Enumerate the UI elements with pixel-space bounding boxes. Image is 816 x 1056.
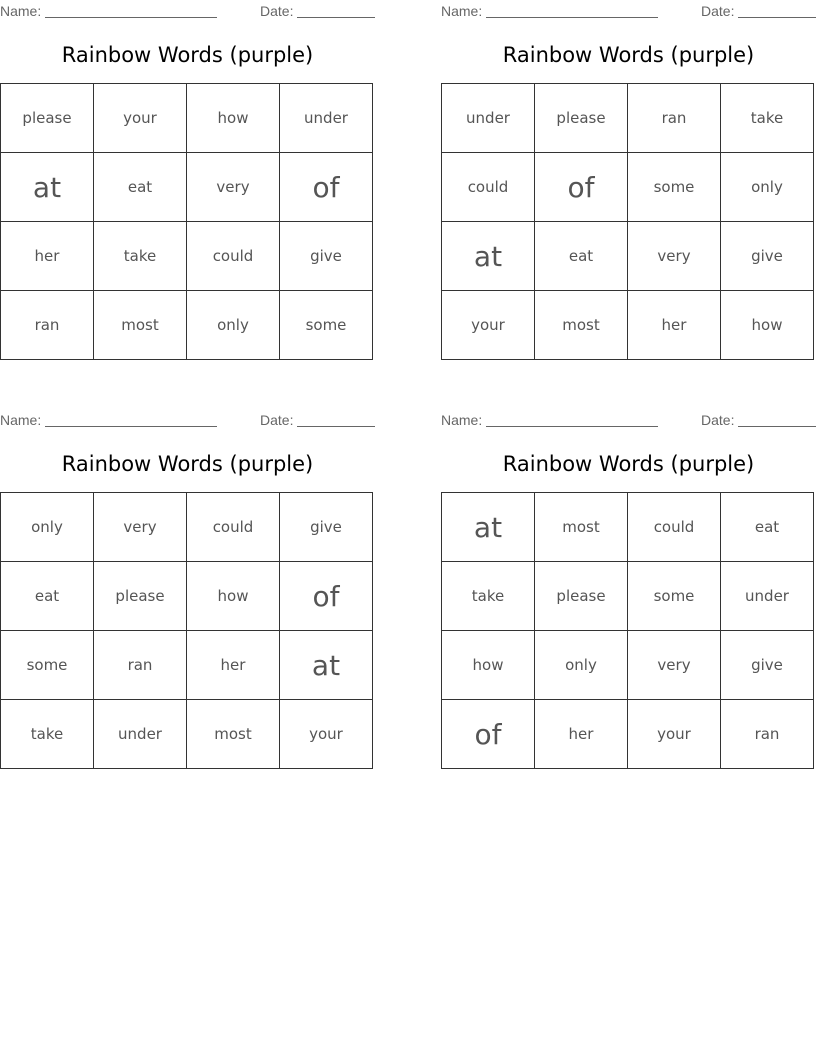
word-cell: your bbox=[442, 291, 535, 360]
word-cell: most bbox=[94, 291, 187, 360]
bingo-card-1 bbox=[0, 0, 375, 365]
word-cell: your bbox=[628, 700, 721, 769]
word-cell: your bbox=[94, 84, 187, 153]
word-cell: very bbox=[187, 153, 280, 222]
word-cell: could bbox=[442, 153, 535, 222]
grid-row bbox=[1, 700, 373, 769]
word-cell: her bbox=[628, 291, 721, 360]
word-cell: her bbox=[535, 700, 628, 769]
word-cell: please bbox=[535, 84, 628, 153]
word-cell: only bbox=[1, 493, 94, 562]
word-cell: under bbox=[721, 562, 814, 631]
word-cell: give bbox=[721, 631, 814, 700]
card-header bbox=[0, 3, 375, 19]
date-blank-line bbox=[297, 426, 375, 427]
word-cell: most bbox=[187, 700, 280, 769]
grid-row bbox=[442, 291, 814, 360]
bingo-card-4 bbox=[441, 409, 816, 774]
word-cell: give bbox=[280, 493, 373, 562]
word-grid bbox=[441, 492, 814, 769]
word-cell: her bbox=[1, 222, 94, 291]
date-blank-line bbox=[738, 426, 816, 427]
grid-row bbox=[1, 153, 373, 222]
word-cell: at bbox=[442, 493, 535, 562]
word-cell: how bbox=[721, 291, 814, 360]
date-label: Date: bbox=[260, 3, 294, 19]
word-cell: most bbox=[535, 291, 628, 360]
word-cell: how bbox=[442, 631, 535, 700]
grid-row bbox=[442, 700, 814, 769]
date-label: Date: bbox=[260, 412, 294, 428]
grid-row bbox=[1, 493, 373, 562]
word-cell: could bbox=[187, 222, 280, 291]
word-cell: only bbox=[535, 631, 628, 700]
word-cell: eat bbox=[535, 222, 628, 291]
word-cell: of bbox=[280, 153, 373, 222]
grid-row bbox=[1, 84, 373, 153]
word-cell: please bbox=[94, 562, 187, 631]
grid-row bbox=[442, 562, 814, 631]
word-cell: take bbox=[94, 222, 187, 291]
grid-row bbox=[1, 562, 373, 631]
word-cell: eat bbox=[721, 493, 814, 562]
name-blank-line bbox=[486, 17, 658, 18]
word-cell: how bbox=[187, 84, 280, 153]
card-header bbox=[441, 412, 816, 428]
word-cell: very bbox=[628, 222, 721, 291]
grid-row bbox=[1, 291, 373, 360]
name-label: Name: bbox=[0, 3, 42, 19]
word-cell: your bbox=[280, 700, 373, 769]
word-cell: ran bbox=[94, 631, 187, 700]
word-cell: take bbox=[442, 562, 535, 631]
word-cell: most bbox=[535, 493, 628, 562]
name-blank-line bbox=[45, 17, 217, 18]
word-cell: could bbox=[187, 493, 280, 562]
word-cell: some bbox=[628, 562, 721, 631]
card-title: Rainbow Words (purple) bbox=[61, 452, 314, 476]
word-cell: of bbox=[535, 153, 628, 222]
word-cell: some bbox=[628, 153, 721, 222]
word-cell: only bbox=[721, 153, 814, 222]
name-label: Name: bbox=[441, 412, 483, 428]
word-cell: under bbox=[442, 84, 535, 153]
grid-row bbox=[1, 631, 373, 700]
word-grid bbox=[0, 492, 373, 769]
date-blank-line bbox=[297, 17, 375, 18]
word-cell: how bbox=[187, 562, 280, 631]
word-grid bbox=[0, 83, 373, 360]
word-cell: of bbox=[442, 700, 535, 769]
date-label: Date: bbox=[701, 412, 735, 428]
name-label: Name: bbox=[0, 412, 42, 428]
word-cell: very bbox=[628, 631, 721, 700]
date-blank-line bbox=[738, 17, 816, 18]
word-cell: at bbox=[1, 153, 94, 222]
bingo-card-3 bbox=[0, 409, 375, 774]
word-cell: take bbox=[721, 84, 814, 153]
grid-row bbox=[442, 222, 814, 291]
word-cell: under bbox=[280, 84, 373, 153]
grid-row bbox=[1, 222, 373, 291]
card-header bbox=[0, 412, 375, 428]
word-cell: under bbox=[94, 700, 187, 769]
card-title: Rainbow Words (purple) bbox=[502, 452, 755, 476]
word-cell: ran bbox=[721, 700, 814, 769]
name-blank-line bbox=[45, 426, 217, 427]
word-cell: her bbox=[187, 631, 280, 700]
word-cell: at bbox=[280, 631, 373, 700]
word-cell: please bbox=[535, 562, 628, 631]
word-cell: some bbox=[280, 291, 373, 360]
grid-row bbox=[442, 84, 814, 153]
word-cell: eat bbox=[94, 153, 187, 222]
name-label: Name: bbox=[441, 3, 483, 19]
name-blank-line bbox=[486, 426, 658, 427]
word-cell: give bbox=[721, 222, 814, 291]
word-cell: some bbox=[1, 631, 94, 700]
grid-row bbox=[442, 631, 814, 700]
word-cell: of bbox=[280, 562, 373, 631]
word-cell: give bbox=[280, 222, 373, 291]
word-cell: ran bbox=[628, 84, 721, 153]
card-title: Rainbow Words (purple) bbox=[502, 43, 755, 67]
word-cell: very bbox=[94, 493, 187, 562]
word-cell: please bbox=[1, 84, 94, 153]
grid-row bbox=[442, 153, 814, 222]
grid-row bbox=[442, 493, 814, 562]
word-grid bbox=[441, 83, 814, 360]
word-cell: take bbox=[1, 700, 94, 769]
card-title: Rainbow Words (purple) bbox=[61, 43, 314, 67]
date-label: Date: bbox=[701, 3, 735, 19]
word-cell: at bbox=[442, 222, 535, 291]
word-cell: eat bbox=[1, 562, 94, 631]
word-cell: ran bbox=[1, 291, 94, 360]
word-cell: could bbox=[628, 493, 721, 562]
word-cell: only bbox=[187, 291, 280, 360]
card-header bbox=[441, 3, 816, 19]
bingo-card-2 bbox=[441, 0, 816, 365]
